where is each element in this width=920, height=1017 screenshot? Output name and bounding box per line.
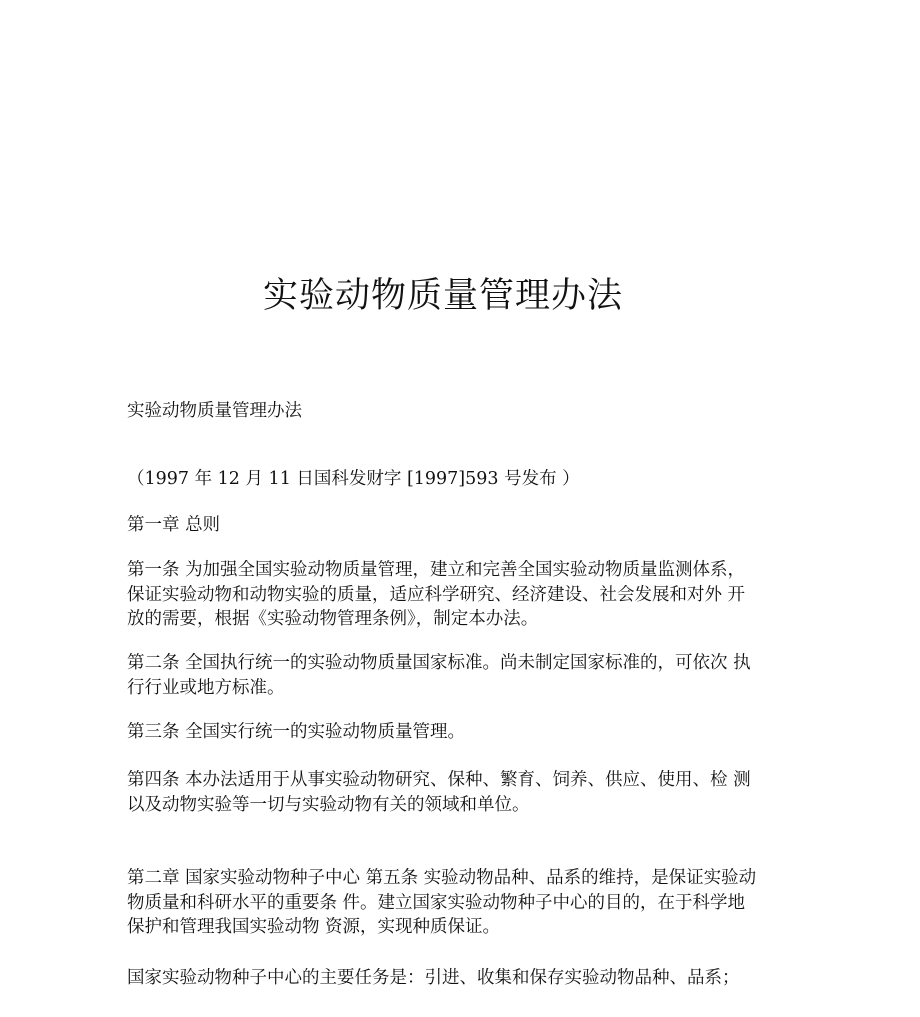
chapter-1-heading: 第一章 总则 (127, 515, 221, 535)
article-1: 第一条 为加强全国实验动物质量管理，建立和完善全国实验动物质量监测体系， 保证实验动物和动物实验的质量，适应科学研究、经济建设、社会发展和对外 开放的需要，根据《实验动物管理条例》，制定本办法。 (127, 560, 751, 629)
chapter-2-article-5: 第二章 国家实验动物种子中心 第五条 实验动物品种、品系的维持，是保证实验动物质量和科研水平的重要条 件。建立国家实验动物种子中心的目的，在于科学地保护和管理我国实验动物 资源，实现种质保证。 (127, 868, 757, 937)
seed-center-tasks: 国家实验动物种子中心的主要任务是：引进、收集和保存实验动物品种、品系； (127, 968, 740, 988)
article-2: 第二条 全国执行统一的实验动物质量国家标准。尚未制定国家标准的，可依次 执行行业或地方标准。 (127, 653, 751, 698)
article-4: 第四条 本办法适用于从事实验动物研究、保种、繁育、饲养、供应、使用、检 测以及动物实验等一切与实验动物有关的领域和单位。 (127, 770, 751, 815)
issuance-note: （1997 年 12 月 11 日国科发财字 [1997]593 号发布 ） (127, 469, 580, 489)
article-3: 第三条 全国实行统一的实验动物质量管理。 (127, 722, 466, 742)
document-subtitle: 实验动物质量管理办法 (127, 401, 302, 421)
document-title: 实验动物质量管理办法 (262, 276, 623, 316)
